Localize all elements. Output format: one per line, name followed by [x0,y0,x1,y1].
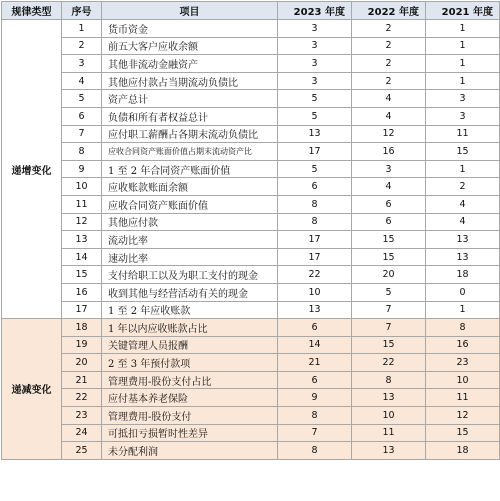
row-value-2021: 12 [426,407,500,425]
row-value-2023: 17 [278,248,352,266]
row-item: 速动比率 [102,248,278,266]
table-row [2,371,500,389]
row-value-2021: 13 [426,248,500,266]
row-value-2022: 22 [352,354,426,372]
row-index: 6 [62,107,102,125]
row-value-2023: 9 [278,389,352,407]
row-value-2022: 8 [352,371,426,389]
row-index: 24 [62,424,102,442]
row-index: 18 [62,319,102,337]
row-value-2022: 2 [352,55,426,73]
table-row [2,213,500,231]
group-increase-label: 递增变化 [2,20,62,319]
row-value-2021: 11 [426,389,500,407]
row-value-2023: 8 [278,407,352,425]
row-value-2023: 5 [278,160,352,178]
table-row [2,90,500,108]
row-value-2021: 23 [426,354,500,372]
row-item: 应收合同资产账面价值 [102,195,278,213]
row-index: 21 [62,371,102,389]
row-item: 应收合同资产账面价值占期末流动资产比 [102,143,278,161]
header-item: 项目 [102,2,278,20]
row-index: 25 [62,442,102,460]
table-row [2,143,500,161]
table-row [2,283,500,301]
header-2023: 2023 年度 [278,2,352,20]
row-value-2022: 13 [352,389,426,407]
row-index: 5 [62,90,102,108]
row-value-2021: 3 [426,90,500,108]
row-value-2022: 3 [352,160,426,178]
row-item: 应付基本养老保险 [102,389,278,407]
row-item: 管理费用-股份支付占比 [102,371,278,389]
row-item: 应收账款账面余额 [102,178,278,196]
row-index: 7 [62,125,102,143]
row-value-2021: 1 [426,301,500,319]
row-value-2021: 18 [426,442,500,460]
table-row [2,389,500,407]
row-index: 3 [62,55,102,73]
row-item: 前五大客户应收余额 [102,37,278,55]
table-row [2,160,500,178]
table-row [2,407,500,425]
row-value-2022: 6 [352,195,426,213]
table-row [2,37,500,55]
row-item: 1 年以内应收账款占比 [102,319,278,337]
row-value-2023: 17 [278,231,352,249]
row-value-2022: 2 [352,37,426,55]
header-index: 序号 [62,2,102,20]
row-value-2022: 15 [352,336,426,354]
table-row [2,55,500,73]
row-value-2021: 1 [426,20,500,38]
row-value-2021: 3 [426,107,500,125]
row-value-2021: 11 [426,125,500,143]
row-value-2023: 6 [278,371,352,389]
row-item: 其他非流动金融资产 [102,55,278,73]
table-row [2,178,500,196]
table-row [2,319,500,337]
row-item: 可抵扣亏损暂时性差异 [102,424,278,442]
row-value-2022: 20 [352,266,426,284]
row-value-2023: 3 [278,55,352,73]
row-value-2021: 15 [426,424,500,442]
header-2021: 2021 年度 [426,2,500,20]
table-row [2,248,500,266]
row-value-2022: 5 [352,283,426,301]
row-value-2021: 1 [426,160,500,178]
table-row [2,424,500,442]
row-value-2022: 2 [352,20,426,38]
row-value-2022: 4 [352,90,426,108]
row-value-2022: 16 [352,143,426,161]
row-item: 流动比率 [102,231,278,249]
table-row [2,195,500,213]
row-value-2021: 13 [426,231,500,249]
data-table [1,1,500,460]
row-value-2021: 16 [426,336,500,354]
row-item: 管理费用-股份支付 [102,407,278,425]
row-value-2023: 8 [278,442,352,460]
row-item: 1 至 2 年应收账款 [102,301,278,319]
row-item: 负债和所有者权益总计 [102,107,278,125]
table-row [2,231,500,249]
row-value-2023: 6 [278,178,352,196]
row-value-2023: 7 [278,424,352,442]
row-index: 10 [62,178,102,196]
table-row [2,442,500,460]
header-row [2,2,500,20]
row-value-2022: 15 [352,231,426,249]
row-value-2023: 8 [278,213,352,231]
row-value-2021: 8 [426,319,500,337]
table-row [2,107,500,125]
row-value-2023: 3 [278,20,352,38]
table-row [2,336,500,354]
row-value-2022: 11 [352,424,426,442]
row-value-2023: 13 [278,301,352,319]
table-row [2,72,500,90]
row-index: 19 [62,336,102,354]
row-value-2022: 7 [352,319,426,337]
row-value-2021: 0 [426,283,500,301]
row-value-2022: 6 [352,213,426,231]
row-index: 12 [62,213,102,231]
row-value-2021: 1 [426,55,500,73]
row-index: 20 [62,354,102,372]
table-row [2,125,500,143]
row-value-2023: 6 [278,319,352,337]
row-value-2021: 1 [426,37,500,55]
row-item: 其他应付款 [102,213,278,231]
row-index: 8 [62,143,102,161]
row-value-2023: 13 [278,125,352,143]
row-value-2023: 5 [278,107,352,125]
row-index: 17 [62,301,102,319]
row-item: 资产总计 [102,90,278,108]
row-value-2023: 22 [278,266,352,284]
row-value-2023: 5 [278,90,352,108]
group-decrease-label: 递减变化 [2,319,62,460]
row-value-2022: 2 [352,72,426,90]
row-value-2021: 1 [426,72,500,90]
row-value-2023: 3 [278,72,352,90]
row-value-2023: 14 [278,336,352,354]
row-item: 未分配利润 [102,442,278,460]
row-index: 9 [62,160,102,178]
row-index: 4 [62,72,102,90]
table-row [2,266,500,284]
row-index: 2 [62,37,102,55]
row-value-2023: 3 [278,37,352,55]
row-value-2021: 2 [426,178,500,196]
row-item: 关键管理人员报酬 [102,336,278,354]
row-index: 15 [62,266,102,284]
row-item: 应付职工薪酬占各期末流动负债比 [102,125,278,143]
row-value-2021: 18 [426,266,500,284]
row-value-2021: 4 [426,195,500,213]
row-value-2022: 10 [352,407,426,425]
row-item: 其他应付款占当期流动负债比 [102,72,278,90]
row-value-2022: 4 [352,107,426,125]
row-item: 支付给职工以及为职工支付的现金 [102,266,278,284]
row-value-2023: 17 [278,143,352,161]
header-rule-type: 规律类型 [2,2,62,20]
table-body [2,20,500,460]
row-value-2022: 15 [352,248,426,266]
row-value-2021: 4 [426,213,500,231]
row-index: 22 [62,389,102,407]
table-row [2,301,500,319]
row-value-2021: 10 [426,371,500,389]
row-item: 1 至 2 年合同资产账面价值 [102,160,278,178]
row-value-2023: 10 [278,283,352,301]
row-value-2022: 7 [352,301,426,319]
row-index: 23 [62,407,102,425]
row-index: 1 [62,20,102,38]
row-value-2023: 21 [278,354,352,372]
row-index: 14 [62,248,102,266]
table-row [2,354,500,372]
row-item: 2 至 3 年预付款项 [102,354,278,372]
row-value-2022: 4 [352,178,426,196]
table-row [2,20,500,38]
row-item: 货币资金 [102,20,278,38]
row-index: 16 [62,283,102,301]
row-index: 11 [62,195,102,213]
row-value-2022: 12 [352,125,426,143]
row-item: 收到其他与经营活动有关的现金 [102,283,278,301]
row-index: 13 [62,231,102,249]
header-2022: 2022 年度 [352,2,426,20]
row-value-2023: 8 [278,195,352,213]
row-value-2021: 15 [426,143,500,161]
row-value-2022: 13 [352,442,426,460]
